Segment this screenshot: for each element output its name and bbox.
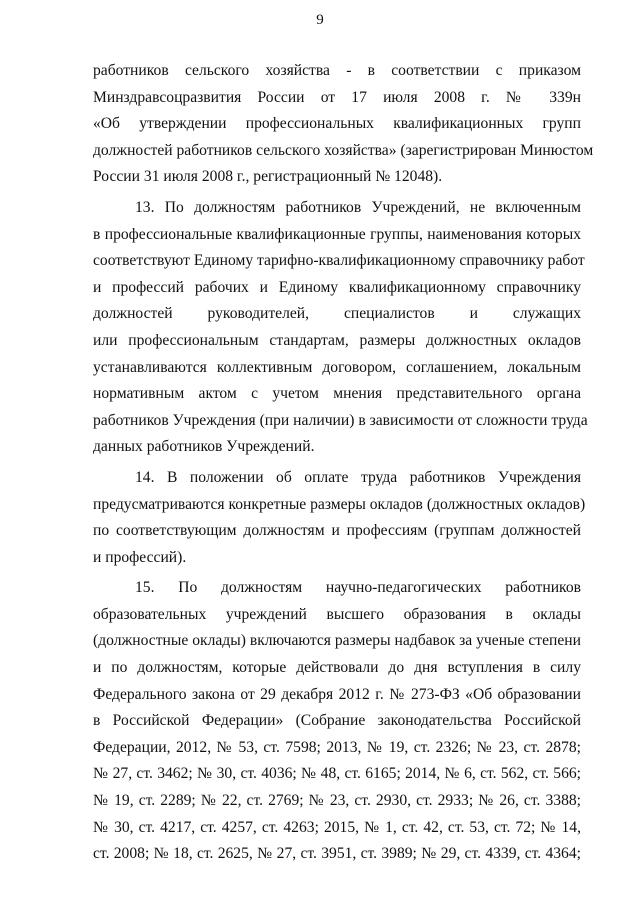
text-line: и по должностям, которые действовали до дня вступления в силу	[93, 659, 581, 677]
text-line: соответствуют Единому тарифно-квалификационному справочнику работ	[93, 252, 585, 270]
text-line: № 27, ст. 3462; № 30, ст. 4036; № 48, ст. 6165; 2014, № 6, ст. 562, ст. 566;	[93, 765, 581, 783]
text-line: по соответствующим должностям и профессиям (группам должностей	[93, 522, 581, 540]
paragraph	[93, 465, 586, 571]
text-line: (должностные оклады) включаются размеры надбавок за ученые степени	[93, 632, 581, 650]
paragraph	[93, 58, 594, 191]
text-line: и профессий рабочих и Единому квалификационному справочнику	[93, 278, 581, 296]
text-line: 15. По должностям научно-педагогических работников	[135, 579, 581, 597]
text-line: ст. 2008; № 18, ст. 2625, № 27, ст. 3951, ст. 3989; № 29, ст. 4339, ст. 4364;	[93, 845, 581, 863]
text-line: образовательных учреждений высшего образования в оклады	[93, 605, 581, 623]
text-line: 13. По должностям работников Учреждений, не включенным	[135, 198, 581, 216]
page-number: 9	[316, 12, 324, 28]
text-line: 14. В положении об оплате труда работников Учреждения	[135, 468, 581, 486]
text-line: данных работников Учреждений.	[93, 438, 315, 456]
document-body	[93, 58, 594, 868]
paragraph	[93, 575, 581, 868]
text-line: в Российской Федерации» (Собрание законодательства Российской	[93, 712, 581, 730]
text-line: России 31 июля 2008 г., регистрационный № 12048).	[93, 168, 443, 186]
text-line: работников сельского хозяйства - в соответствии с приказом	[93, 62, 581, 79]
text-line: Федерации, 2012, № 53, ст. 7598; 2013, № 19, ст. 2326; № 23, ст. 2878;	[93, 738, 581, 756]
text-line: работников Учреждения (при наличии) в зависимости от сложности труда	[93, 411, 588, 429]
text-line: «Об утверждении профессиональных квалификационных групп	[93, 115, 581, 133]
text-line: в профессиональные квалификационные группы, наименования которых	[93, 225, 581, 243]
text-line: Федерального закона от 29 декабря 2012 г. № 273-ФЗ «Об образовании	[93, 685, 581, 703]
text-line: или профессиональным стандартам, размеры должностных окладов	[93, 331, 581, 349]
text-line: № 30, ст. 4217, ст. 4257, ст. 4263; 2015, № 1, ст. 42, ст. 53, ст. 72; № 14,	[93, 818, 581, 836]
text-line: нормативным актом с учетом мнения представительного органа	[93, 385, 581, 403]
text-line: устанавливаются коллективным договором, соглашением, локальным	[93, 358, 581, 376]
text-line: должностей работников сельского хозяйства» (зарегистрирован Минюстом	[93, 141, 594, 159]
text-line: и профессий).	[93, 548, 187, 566]
text-line: предусматриваются конкретные размеры окладов (должностных окладов)	[93, 495, 586, 513]
paragraph	[93, 195, 588, 461]
text-line: Минздравсоцразвития России от 17 июля 2008 г. № 339н	[93, 88, 581, 106]
text-line: № 19, ст. 2289; № 22, ст. 2769; № 23, ст. 2930, ст. 2933; № 26, ст. 3388;	[93, 792, 581, 810]
text-line: должностей руководителей, специалистов и служащих	[93, 305, 581, 323]
